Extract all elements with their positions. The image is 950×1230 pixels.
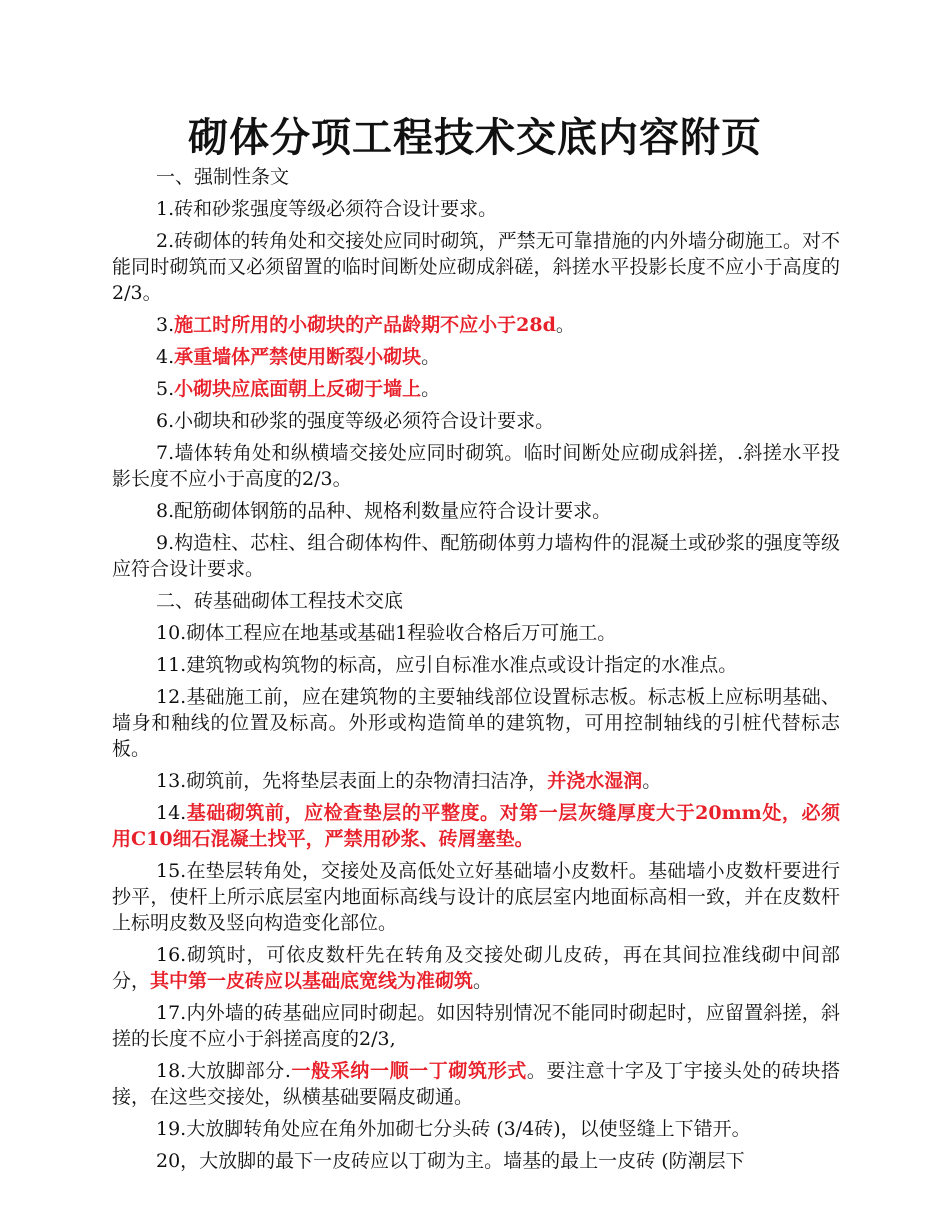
paragraph-text: 。要注意十字及丁宇接头处的砖块搭接，在这些交接处，纵横基础要隔皮砌通。 <box>112 1060 840 1108</box>
paragraph-text: 14. <box>156 802 187 824</box>
clause-paragraph <box>112 1116 840 1142</box>
clause-paragraph <box>112 652 840 678</box>
paragraph-text: 3. <box>156 314 175 336</box>
paragraph-text: 6.小砌块和砂浆的强度等级必须符合设计要求。 <box>156 410 555 432</box>
clause-paragraph <box>112 376 840 402</box>
clause-paragraph <box>112 800 840 852</box>
clause-paragraph <box>112 1000 840 1052</box>
clause-paragraph <box>112 498 840 524</box>
paragraph-text: 13.砌筑前，先将垫层表面上的杂物清扫洁净， <box>156 770 548 792</box>
paragraph-text: 。 <box>555 314 575 336</box>
clause-paragraph <box>112 530 840 582</box>
paragraph-text: 19.大放脚转角处应在角外加砌七分头砖 (3/4砖)，以使竖缝上下错开。 <box>156 1118 751 1140</box>
paragraph-text: 8.配筋砌体钢筋的品种、规格利数量应符合设计要求。 <box>156 500 612 522</box>
paragraph-text: 11.建筑物或构筑物的标高，应引自标准水准点或设计指定的水准点。 <box>156 654 738 676</box>
paragraph-text: 15.在垫层转角处，交接处及高低处立好基础墙小皮数杆。基础墙小皮数杆要进行抄平，使杆上所示底层室内地面标高线与设计的底层室内地面标高相一致，并在皮数杆上标明皮数及竖向构造变化部位。 <box>112 860 840 934</box>
document-title: 砌体分项工程技术交底内容附页 <box>188 114 762 161</box>
paragraph-text: 1.砖和砂浆强度等级必须符合设计要求。 <box>156 198 498 220</box>
emphasis-text: 其中第一皮砖应以基础底宽线为准砌筑 <box>150 970 474 992</box>
paragraph-text: 18.大放脚部分. <box>156 1060 291 1082</box>
emphasis-text: 一般采纳一顺一丁砌筑形式 <box>290 1060 527 1082</box>
clause-paragraph <box>112 942 840 994</box>
paragraph-text: 5. <box>156 378 175 400</box>
clause-paragraph <box>112 1148 840 1174</box>
paragraph-text: 一、强制性条文 <box>156 166 290 188</box>
clause-paragraph <box>112 858 840 936</box>
paragraph-text: 12.基础施工前，应在建筑物的主要轴线部位设置标志板。标志板上应标明基础、墙身和釉线的位置及标高。外形或构造简单的建筑物，可用控制轴线的引桩代替标志板。 <box>112 686 840 760</box>
section-heading <box>112 164 840 190</box>
clause-paragraph <box>112 344 840 370</box>
document-body <box>112 164 840 1180</box>
paragraph-text: 。 <box>421 346 441 368</box>
paragraph-text: 20，大放脚的最下一皮砖应以丁砌为主。墙基的最上一皮砖 (防潮层下 <box>156 1150 745 1172</box>
emphasis-text: 承重墙体严禁使用断裂小砌块 <box>174 346 422 368</box>
clause-paragraph <box>112 1058 840 1110</box>
clause-paragraph <box>112 768 840 794</box>
clause-paragraph <box>112 196 840 222</box>
emphasis-text: 小砌块应底面朝上反砌于墙上 <box>174 378 422 400</box>
clause-paragraph <box>112 408 840 434</box>
emphasis-text: 并浇水湿润 <box>547 770 643 792</box>
clause-paragraph <box>112 684 840 762</box>
paragraph-text: 2.砖砌体的转角处和交接处应同时砌筑，严禁无可靠措施的内外墙分砌施工。对不能同时砌筑而又必须留置的临时间断处应砌成斜磋，斜搓水平投影长度不应小于高度的2/3。 <box>112 230 840 304</box>
paragraph-text: 17.内外墙的砖基础应同时砌起。如因特别情况不能同时砌起时，应留置斜搓，斜搓的长度不应小于斜搓高度的2/3, <box>112 1002 840 1050</box>
paragraph-text: 。 <box>421 378 441 400</box>
paragraph-text: 二、砖基础砌体工程技术交底 <box>156 590 404 612</box>
clause-paragraph <box>112 228 840 306</box>
paragraph-text: 10.砌体工程应在地基或基础1程验收合格后万可施工。 <box>156 622 617 644</box>
emphasis-text: 施工时所用的小砌块的产品龄期不应小于28d <box>174 314 556 336</box>
emphasis-text: 基础砌筑前，应检查垫层的平整度。对第一层灰缝厚度大于20mm处，必须用C10细石混凝土找平，严禁用砂浆、砖屑塞垫。 <box>112 802 840 850</box>
paragraph-text: 。 <box>642 770 662 792</box>
paragraph-text: 16.砌筑时，可依皮数杆先在转角及交接处砌儿皮砖，再在其间拉准线砌中间部分， <box>112 944 840 992</box>
clause-paragraph <box>112 312 840 338</box>
clause-paragraph <box>112 620 840 646</box>
paragraph-text: 9.构造柱、芯柱、组合砌体构件、配筋砌体剪力墙构件的混凝土或砂浆的强度等级应符合设计要求。 <box>112 532 840 580</box>
paragraph-text: 。 <box>473 970 493 992</box>
paragraph-text: 7.墙体转角处和纵横墙交接处应同时砌筑。临时间断处应砌成斜搓，.斜搓水平投影长度不应小于高度的2/3。 <box>112 442 840 490</box>
paragraph-text: 4. <box>156 346 175 368</box>
clause-paragraph <box>112 440 840 492</box>
section-heading <box>112 588 840 614</box>
